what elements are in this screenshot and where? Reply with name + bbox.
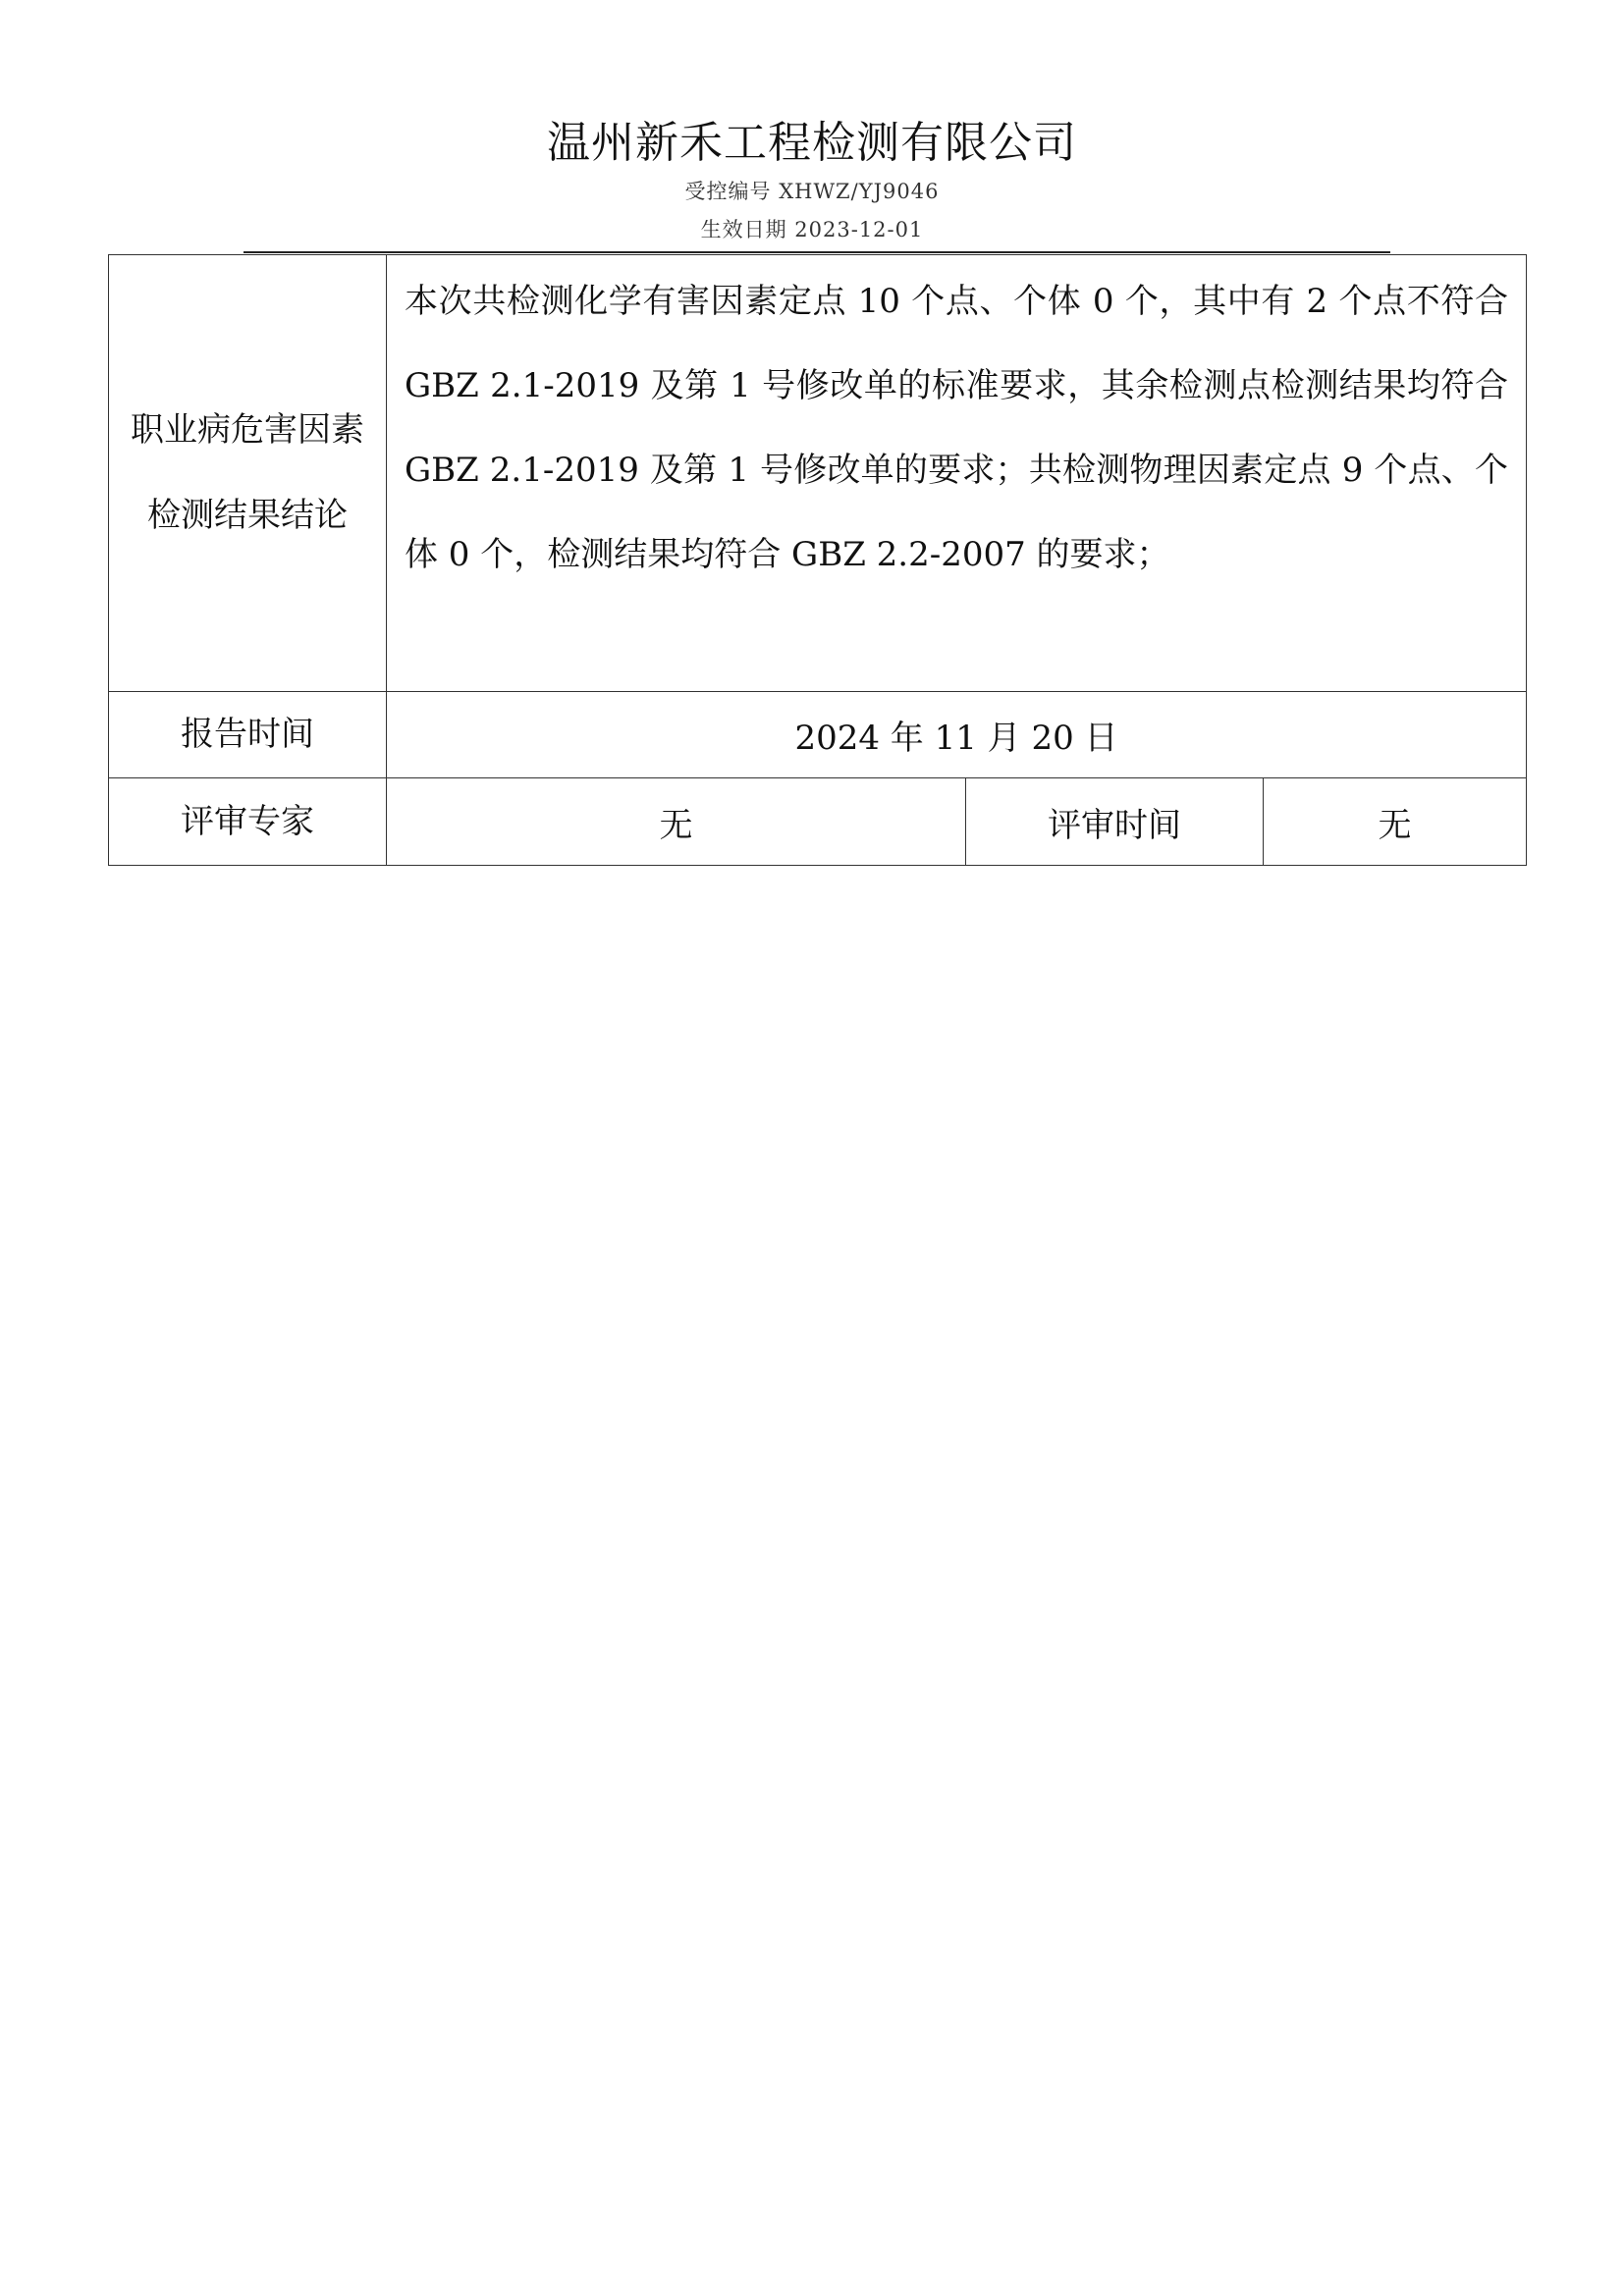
effective-date: 生效日期 2023-12-01 — [700, 218, 924, 241]
reviewer-value: 无 — [387, 778, 966, 866]
conclusion-label: 职业病危害因素检测结果结论 — [109, 255, 387, 692]
table-row-report-time — [109, 692, 1527, 778]
header-divider — [244, 251, 1390, 253]
conclusion-text: 本次共检测化学有害因素定点 10 个点、个体 0 个，其中有 2 个点不符合 GBZ 2.1-2019 及第 1 号修改单的标准要求，其余检测点检测结果均符合 GBZ 2.1-2019 及第 1 号修改单的要求；共检测物理因素定点 9 个点、个体 0 个，检测结果均符合 GBZ 2.2-2007 的要求； — [387, 255, 1527, 692]
review-time-label: 评审时间 — [966, 778, 1264, 866]
report-time-value: 2024 年 11 月 20 日 — [387, 692, 1527, 778]
company-name: 温州新禾工程检测有限公司 — [547, 118, 1077, 168]
control-code: 受控编号 XHWZ/YJ9046 — [684, 180, 940, 203]
table-row-conclusion — [109, 255, 1527, 692]
report-summary-table — [108, 254, 1527, 866]
table-row-review — [109, 778, 1527, 866]
reviewer-label: 评审专家 — [109, 778, 387, 866]
report-time-label: 报告时间 — [109, 692, 387, 778]
review-time-value: 无 — [1264, 778, 1527, 866]
